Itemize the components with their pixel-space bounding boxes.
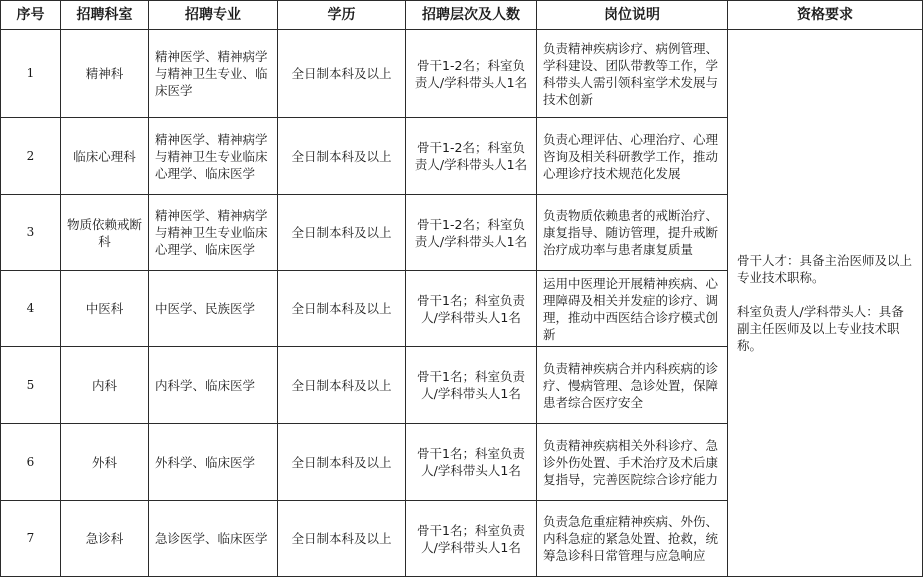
- header-major: 招聘专业: [149, 1, 278, 30]
- row-dept: 精神科: [61, 30, 149, 118]
- row-duty: 运用中医理论开展精神疾病、心理障碍及相关并发症的诊疗、调理，推动中西医结合诊疗模式创新: [537, 271, 728, 347]
- row-edu: 全日制本科及以上: [278, 271, 406, 347]
- row-seq: 1: [1, 30, 61, 118]
- row-level: 骨干1-2名；科室负责人/学科带头人1名: [406, 30, 537, 118]
- row-edu: 全日制本科及以上: [278, 195, 406, 271]
- row-seq: 7: [1, 501, 61, 577]
- row-dept: 急诊科: [61, 501, 149, 577]
- row-edu: 全日制本科及以上: [278, 118, 406, 195]
- row-duty: 负责物质依赖患者的戒断治疗、康复指导、随访管理，提升戒断治疗成功率与患者康复质量: [537, 195, 728, 271]
- qualification-cell: [728, 30, 923, 577]
- row-major: 精神医学、精神病学与精神卫生专业临床心理学、临床医学: [149, 118, 278, 195]
- row-seq: 6: [1, 424, 61, 501]
- row-level: 骨干1名；科室负责人/学科带头人1名: [406, 501, 537, 577]
- row-dept: 物质依赖戒断科: [61, 195, 149, 271]
- row-edu: 全日制本科及以上: [278, 501, 406, 577]
- header-level: 招聘层次及人数: [406, 1, 537, 30]
- row-dept: 内科: [61, 347, 149, 424]
- header-dept: 招聘科室: [61, 1, 149, 30]
- row-edu: 全日制本科及以上: [278, 30, 406, 118]
- row-duty: 负责精神疾病相关外科诊疗、急诊外伤处置、手术治疗及术后康复指导，完善医院综合诊疗能力: [537, 424, 728, 501]
- row-major: 内科学、临床医学: [149, 347, 278, 424]
- row-major: 精神医学、精神病学与精神卫生专业、临床医学: [149, 30, 278, 118]
- row-edu: 全日制本科及以上: [278, 424, 406, 501]
- row-duty: 负责心理评估、心理治疗、心理咨询及相关科研教学工作，推动心理诊疗技术规范化发展: [537, 118, 728, 195]
- row-level: 骨干1名；科室负责人/学科带头人1名: [406, 347, 537, 424]
- row-major: 外科学、临床医学: [149, 424, 278, 501]
- row-seq: 4: [1, 271, 61, 347]
- row-seq: 5: [1, 347, 61, 424]
- row-seq: 2: [1, 118, 61, 195]
- qualification-leader: 科室负责人/学科带头人：具备副主任医师及以上专业技术职称。: [737, 304, 904, 353]
- row-edu: 全日制本科及以上: [278, 347, 406, 424]
- header-edu: 学历: [278, 1, 406, 30]
- row-seq: 3: [1, 195, 61, 271]
- row-major: 中医学、民族医学: [149, 271, 278, 347]
- row-duty: 负责精神疾病合并内科疾病的诊疗、慢病管理、急诊处置，保障患者综合医疗安全: [537, 347, 728, 424]
- row-duty: 负责急危重症精神疾病、外伤、内科急症的紧急处置、抢救，统筹急诊科日常管理与应急响应: [537, 501, 728, 577]
- row-level: 骨干1名；科室负责人/学科带头人1名: [406, 424, 537, 501]
- table-row: [1, 30, 923, 118]
- row-dept: 临床心理科: [61, 118, 149, 195]
- row-major: 精神医学、精神病学与精神卫生专业临床心理学、临床医学: [149, 195, 278, 271]
- row-dept: 中医科: [61, 271, 149, 347]
- header-seq: 序号: [1, 1, 61, 30]
- row-duty: 负责精神疾病诊疗、病例管理、学科建设、团队带教等工作，学科带头人需引领科室学术发展与技术创新: [537, 30, 728, 118]
- row-dept: 外科: [61, 424, 149, 501]
- row-level: 骨干1-2名；科室负责人/学科带头人1名: [406, 195, 537, 271]
- row-level: 骨干1名；科室负责人/学科带头人1名: [406, 271, 537, 347]
- header-row: [1, 1, 923, 30]
- header-qual: 资格要求: [728, 1, 923, 30]
- qualification-backbone: 骨干人才：具备主治医师及以上专业技术职称。: [737, 253, 913, 285]
- header-duty: 岗位说明: [537, 1, 728, 30]
- row-major: 急诊医学、临床医学: [149, 501, 278, 577]
- row-level: 骨干1-2名；科室负责人/学科带头人1名: [406, 118, 537, 195]
